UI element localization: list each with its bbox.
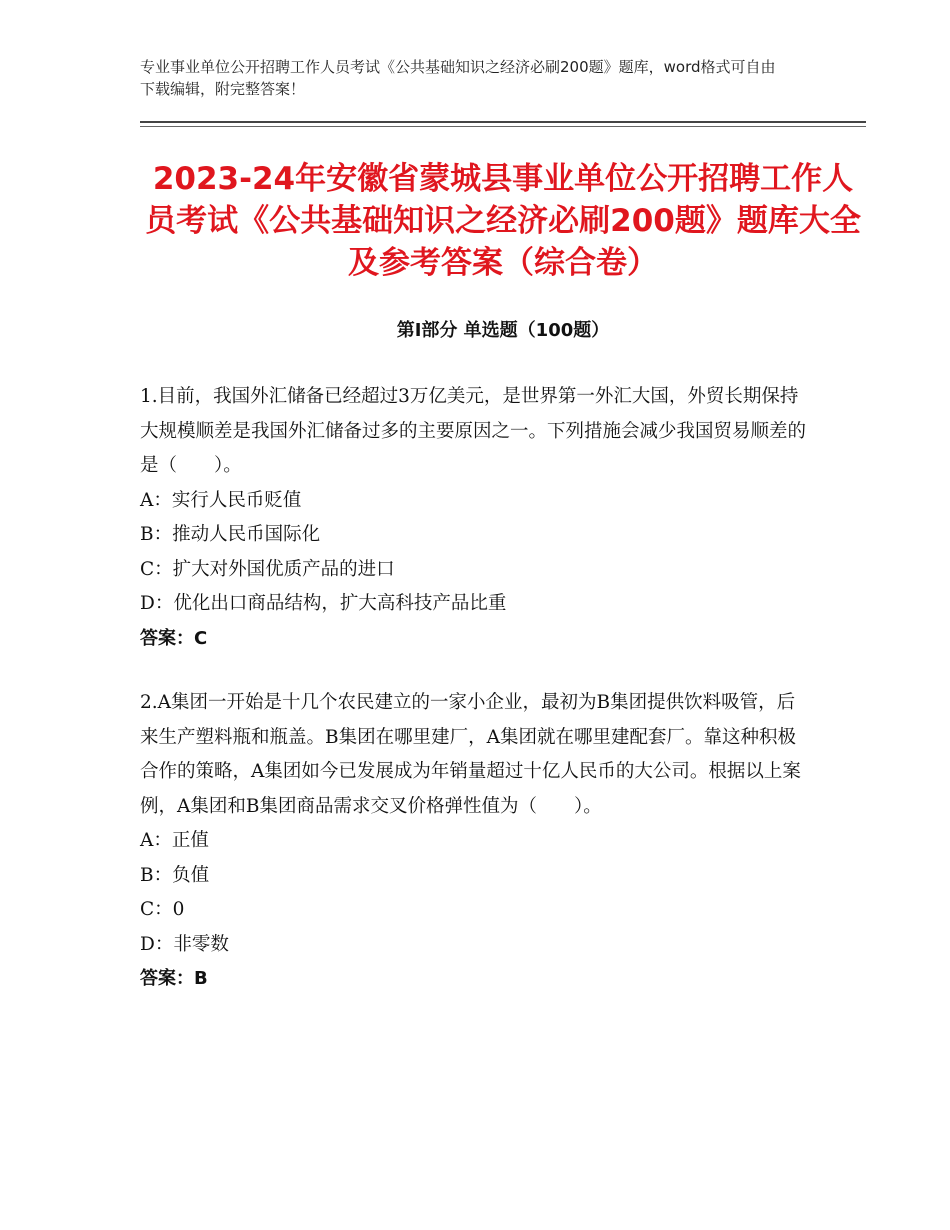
header-note: 专业事业单位公开招聘工作人员考试《公共基础知识之经济必刷200题》题库，word格式可自由下载编辑，附完整答案！ [140, 58, 776, 98]
answer: 答案：C [140, 627, 208, 649]
option-d: D：非零数 [140, 933, 229, 955]
option-a: A：正值 [140, 830, 209, 851]
option-a: A：实行人民币贬值 [140, 489, 302, 511]
option-c: C：0 [140, 899, 185, 920]
answer: 答案：B [140, 968, 208, 989]
option-b: B：负值 [140, 864, 210, 886]
header-divider [140, 121, 866, 123]
header-divider-thin [140, 126, 866, 127]
option-d: D：优化出口商品结构，扩大高科技产品比重 [140, 593, 507, 614]
option-b: B：推动人民币国际化 [140, 524, 321, 545]
section-heading: 第Ⅰ部分 单选题（100题） [396, 320, 610, 341]
question-1 [140, 380, 810, 656]
document-title: 2023-24年安徽省蒙城县事业单位公开招聘工作人员考试《公共基础知识之经济必刷200题》题库大全及参考答案（综合卷） [145, 161, 861, 281]
question-stem: 1.目前，我国外汇储备已经超过3万亿美元，是世界第一外汇大国，外贸长期保持大规模顺差是我国外汇储备过多的主要原因之一。下列措施会减少我国贸易顺差的是（ ）。 [140, 386, 807, 476]
question-stem: 2.A集团一开始是十几个农民建立的一家小企业，最初为B集团提供饮料吸管，后来生产塑料瓶和瓶盖。B集团在哪里建厂，A集团就在哪里建配套厂。靠这种积极合作的策略，A集团如今已发展成为年销量超过十亿人民币的大公司。根据以上案例，A集团和B集团商品需求交叉价格弹性值为（ ）。 [140, 692, 801, 817]
option-c: C：扩大对外国优质产品的进口 [140, 558, 395, 580]
question-2 [140, 686, 810, 997]
